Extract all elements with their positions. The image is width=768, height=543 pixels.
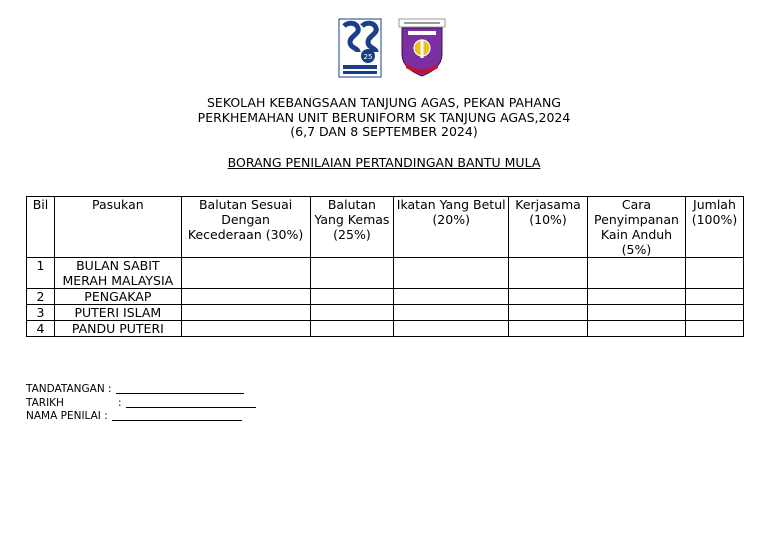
score-cell[interactable] [509, 321, 588, 337]
row-pasukan: PANDU PUTERI [54, 321, 181, 337]
col-header-bil: Bil [27, 197, 55, 258]
date-colon: : [118, 396, 122, 409]
score-cell[interactable] [181, 289, 310, 305]
col-header-ikatan: Ikatan Yang Betul (20%) [394, 197, 509, 258]
col-header-jumlah: Jumlah (100%) [685, 197, 743, 258]
row-pasukan: BULAN SABIT MERAH MALAYSIA [54, 258, 181, 289]
score-cell[interactable] [588, 305, 686, 321]
total-cell[interactable] [685, 258, 743, 289]
score-cell[interactable] [310, 321, 394, 337]
score-cell[interactable] [181, 305, 310, 321]
row-pasukan: PUTERI ISLAM [54, 305, 181, 321]
table-row [27, 321, 744, 337]
score-cell[interactable] [394, 321, 509, 337]
row-bil: 3 [27, 305, 55, 321]
svg-text:25: 25 [363, 53, 373, 61]
row-bil: 4 [27, 321, 55, 337]
score-cell[interactable] [588, 321, 686, 337]
date-line[interactable] [126, 397, 256, 408]
event-name: PERKHEMAHAN UNIT BERUNIFORM SK TANJUNG AGAS,2024 [197, 109, 571, 125]
col-header-cara-penyimpanan: Cara Penyimpanan Kain Anduh (5%) [588, 197, 686, 258]
score-cell[interactable] [588, 258, 686, 289]
score-cell[interactable] [310, 258, 394, 289]
signature-line[interactable] [116, 383, 244, 394]
district-logo-icon [338, 18, 382, 78]
score-cell[interactable] [181, 258, 310, 289]
total-cell[interactable] [685, 321, 743, 337]
event-dates: (6,7 DAN 8 SEPTEMBER 2024) [290, 124, 478, 139]
score-cell[interactable] [588, 289, 686, 305]
col-header-pasukan: Pasukan [54, 197, 181, 258]
document-header [0, 96, 768, 140]
score-cell[interactable] [310, 305, 394, 321]
row-pasukan: PENGAKAP [54, 289, 181, 305]
total-cell[interactable] [685, 305, 743, 321]
date-row [26, 397, 256, 411]
assessor-line[interactable] [112, 410, 242, 421]
date-label: TARIKH [26, 396, 64, 409]
form-title: BORANG PENILAIAN PERTANDINGAN BANTU MULA [227, 155, 541, 170]
signature-label: TANDATANGAN : [26, 383, 112, 395]
score-cell[interactable] [509, 305, 588, 321]
score-cell[interactable] [509, 289, 588, 305]
score-table [26, 196, 744, 337]
row-bil: 2 [27, 289, 55, 305]
signature-row [26, 383, 256, 397]
assessor-label: NAMA PENILAI : [26, 410, 108, 422]
row-bil: 1 [27, 258, 55, 289]
school-name: SEKOLAH KEBANGSAAN TANJUNG AGAS, PEKAN PAHANG [207, 95, 561, 110]
school-crest-icon [398, 18, 446, 78]
table-row [27, 305, 744, 321]
score-cell[interactable] [181, 321, 310, 337]
score-cell[interactable] [509, 258, 588, 289]
col-header-balutan-sesuai: Balutan Sesuai Dengan Kecederaan (30%) [181, 197, 310, 258]
score-cell[interactable] [310, 289, 394, 305]
logos [338, 18, 448, 80]
table-header-row [27, 197, 744, 258]
score-cell[interactable] [394, 289, 509, 305]
table-row [27, 289, 744, 305]
col-header-kerjasama: Kerjasama (10%) [509, 197, 588, 258]
col-header-balutan-kemas: Balutan Yang Kemas (25%) [310, 197, 394, 258]
assessor-row [26, 410, 256, 424]
table-row [27, 258, 744, 289]
score-cell[interactable] [394, 305, 509, 321]
signature-block [26, 383, 256, 424]
score-cell[interactable] [394, 258, 509, 289]
total-cell[interactable] [685, 289, 743, 305]
